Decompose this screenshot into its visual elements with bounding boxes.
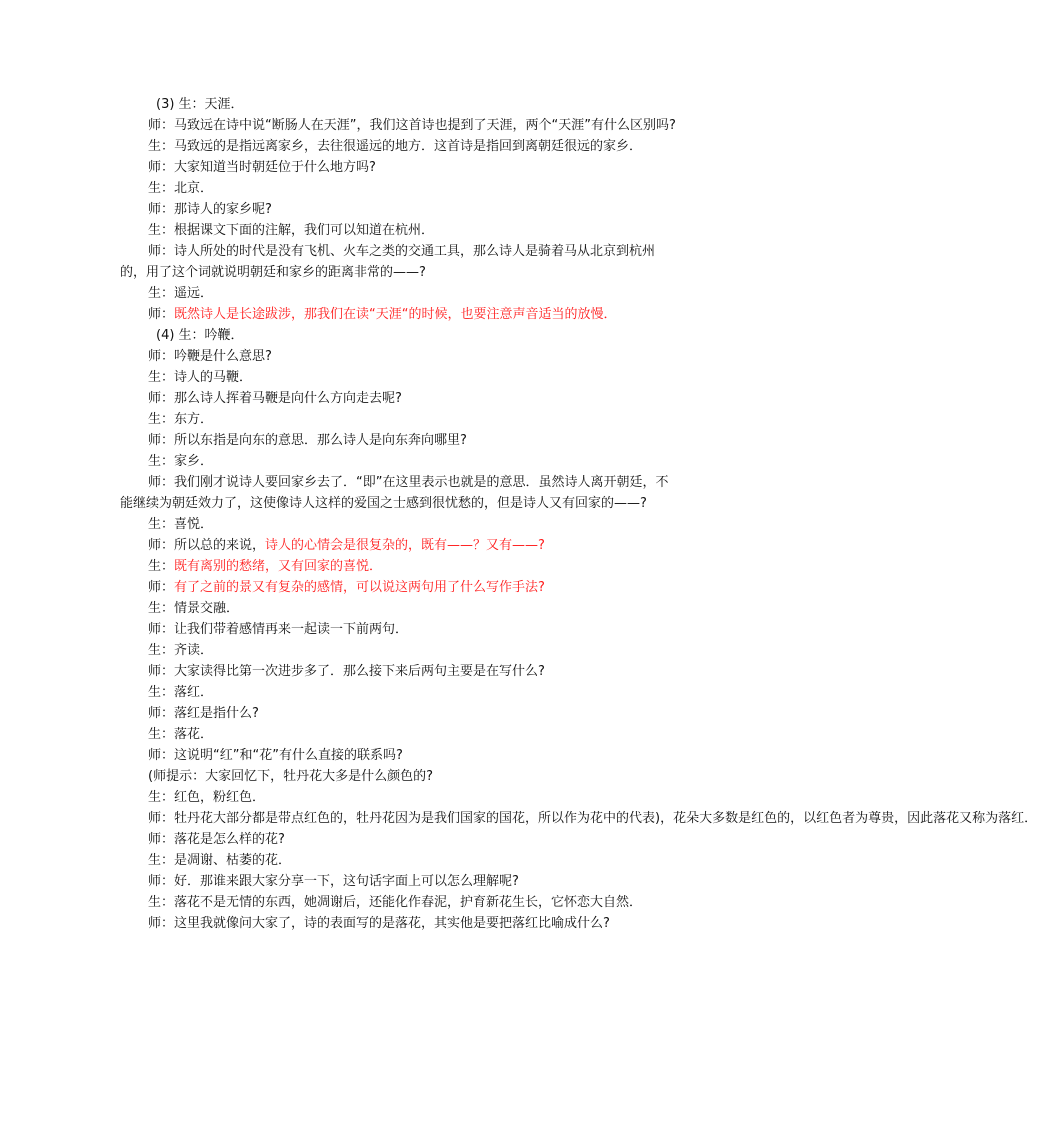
dialogue-line: 师：落红是指什么? (148, 706, 259, 721)
dialogue-line: 生：东方． (148, 412, 214, 427)
dialogue-line: (4) 生：吟鞭． (156, 328, 244, 343)
dialogue-line: (3) 生：天涯． (156, 97, 244, 112)
dialogue-line: 师：我们刚才说诗人要回家乡去了．“即”在这里表示也就是的意思．虽然诗人离开朝廷，不能继续为朝廷效力了，这使像诗人这样的爱国之士感到很忧愁的，但是诗人又有回家的——? (120, 475, 669, 511)
dialogue-line: 生：马致远的是指远离家乡，去往很遥远的地方．这首诗是指回到离朝廷很远的家乡． (148, 139, 643, 154)
dialogue-line: 师：大家读得比第一次进步多了．那么接下来后两句主要是在写什么? (148, 664, 545, 679)
dialogue-line: 生：落红． (148, 685, 214, 700)
dialogue-line: 师：好．那谁来跟大家分享一下，这句话字面上可以怎么理解呢? (148, 874, 519, 889)
dialogue-line: 生：红色，粉红色． (148, 790, 266, 805)
dialogue-line: 生：根据课文下面的注解，我们可以知道在杭州． (148, 223, 435, 238)
dialogue-line: 生：情景交融． (148, 601, 240, 616)
dialogue-line: 师：牡丹花大部分都是带点红色的，牡丹花因为是我们国家的国花，所以作为花中的代表)，花朵大多数是红色的，以红色者为尊贵，因此落花又称为落红． (148, 811, 1037, 826)
dialogue-line: 师：既然诗人是长途跋涉，那我们在读“天涯“的时候，也要注意声音适当的放慢． (148, 307, 617, 322)
dialogue-line: 生：既有离别的愁绪，又有回家的喜悦． (148, 559, 383, 574)
dialogue-line: 生：喜悦． (148, 517, 214, 532)
highlighted-text: 既有离别的愁绪，又有回家的喜悦． (174, 559, 383, 574)
dialogue-line: 生：齐读． (148, 643, 214, 658)
dialogue-line: 生：遥远． (148, 286, 214, 301)
dialogue-line: 师：马致远在诗中说“断肠人在天涯”，我们这首诗也提到了天涯，两个“天涯”有什么区别吗? (148, 118, 676, 133)
dialogue-line: 师：所以总的来说，诗人的心情会是很复杂的，既有——？又有——? (148, 538, 545, 553)
highlighted-text: 有了之前的景又有复杂的感情，可以说这两句用了什么写作手法? (174, 580, 545, 595)
dialogue-line: 师：有了之前的景又有复杂的感情，可以说这两句用了什么写作手法? (148, 580, 545, 595)
dialogue-line: 师：那么诗人挥着马鞭是向什么方向走去呢? (148, 391, 402, 406)
dialogue-line: (师提示：大家回忆下，牡丹花大多是什么颜色的? (148, 769, 433, 784)
dialogue-line: 师：大家知道当时朝廷位于什么地方吗? (148, 160, 376, 175)
dialogue-line: 生：家乡． (148, 454, 214, 469)
dialogue-line: 师：这说明“红”和“花”有什么直接的联系吗? (148, 748, 403, 763)
lesson-transcript (120, 94, 1037, 934)
dialogue-line: 师：那诗人的家乡呢? (148, 202, 272, 217)
dialogue-line: 生：落花不是无情的东西，她凋谢后，还能化作春泥，护育新花生长，它怀恋大自然． (148, 895, 643, 910)
dialogue-line: 生：诗人的马鞭． (148, 370, 253, 385)
dialogue-line: 生：是凋谢、枯萎的花． (148, 853, 292, 868)
dialogue-line: 师：这里我就像问大家了，诗的表面写的是落花，其实他是要把落红比喻成什么? (148, 916, 610, 931)
dialogue-line: 师：诗人所处的时代是没有飞机、火车之类的交通工具，那么诗人是骑着马从北京到杭州的，用了这个词就说明朝廷和家乡的距离非常的——? (120, 244, 656, 280)
dialogue-line: 师：所以东指是向东的意思．那么诗人是向东奔向哪里? (148, 433, 467, 448)
dialogue-line: 生：落花． (148, 727, 214, 742)
dialogue-line: 生：北京． (148, 181, 214, 196)
dialogue-line: 师：落花是怎么样的花? (148, 832, 285, 847)
highlighted-text: 诗人的心情会是很复杂的，既有——？又有——? (265, 538, 545, 553)
dialogue-line: 师：吟鞭是什么意思? (148, 349, 272, 364)
highlighted-text: 既然诗人是长途跋涉，那我们在读“天涯“的时候，也要注意声音适当的放慢． (174, 307, 617, 322)
dialogue-line: 师：让我们带着感情再来一起读一下前两句． (148, 622, 409, 637)
